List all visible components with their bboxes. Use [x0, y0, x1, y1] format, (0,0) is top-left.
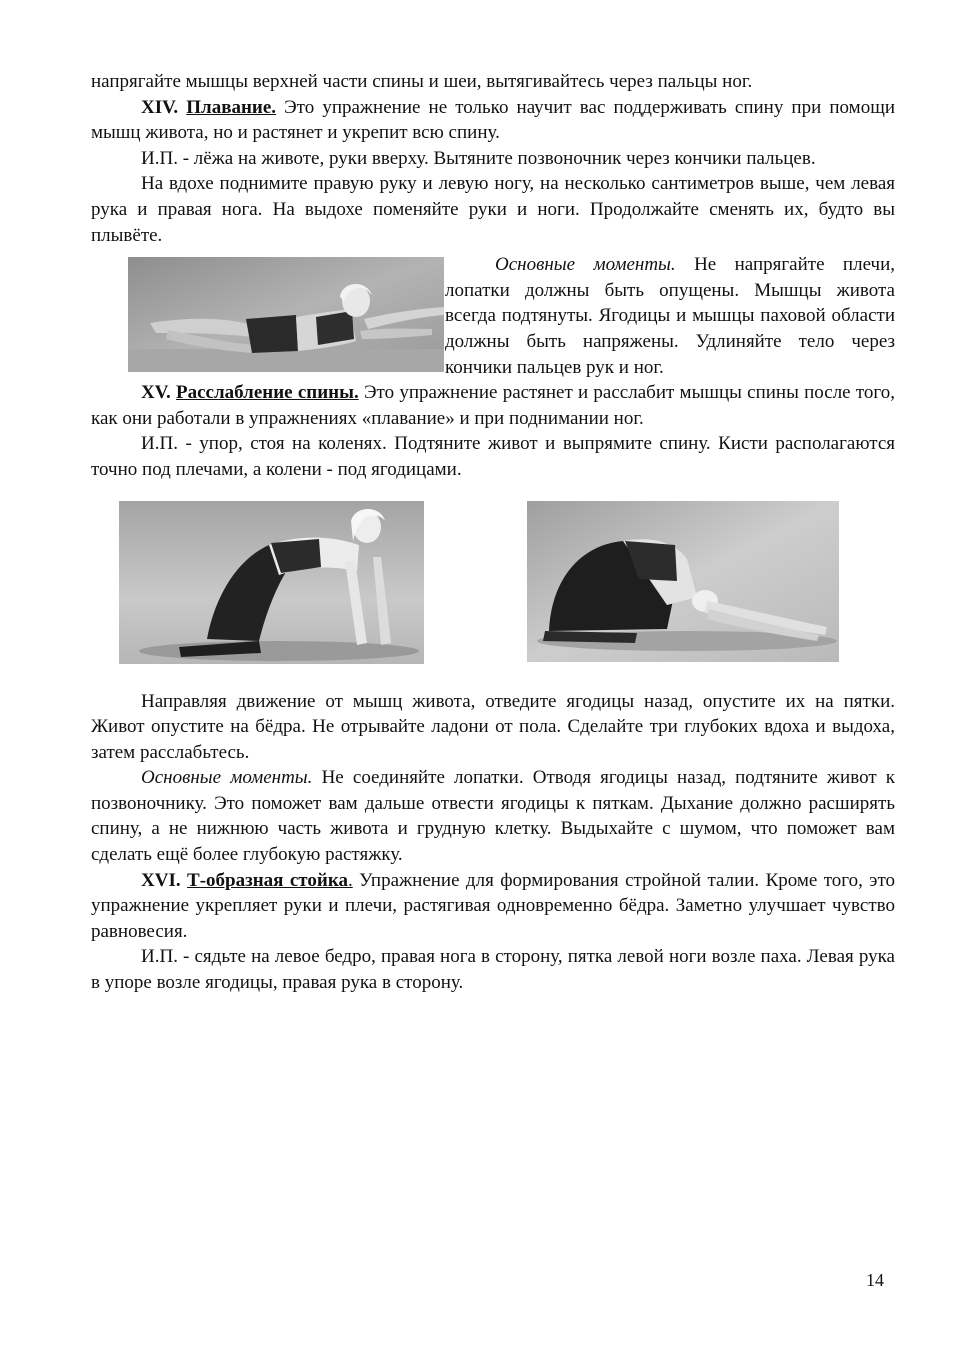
section-16-title-dot: .: [347, 869, 353, 891]
back-relaxation-stretch-photo: [527, 501, 839, 662]
section-14-intro: [91, 95, 895, 146]
section-15-number: XV.: [141, 382, 171, 404]
section-16-intro: [91, 868, 895, 945]
section-15-title: Расслабление спины.: [176, 382, 359, 404]
section-16-title: Т-образная стойка: [187, 869, 348, 891]
section-14-key-points-text: Не напрягайте плечи, лопатки должны быть опущены. Мышцы живота всегда подтянуты. Ягодицы и мышцы паховой области должны быть напряжены. Удлиняйте тело через кончики пальцев рук и ног.: [445, 254, 895, 378]
section-14-title: Плавание.: [186, 96, 277, 118]
section-15-key-points-text: Не соединяйте лопатки. Отводя ягодицы назад, подтяните живот к позвоночнику. Это поможет вам дальше отвести ягодицы к пяткам. Дыхание должно расширять спину, а не нижнюю часть живота и грудную клетку. Выдыхайте с шумом, что поможет вам сделать ещё более глубокую растяжку.: [91, 767, 895, 866]
section-14-intro-text: Это упражнение не только научит вас поддерживать спину при помощи мышц живота, но и растянет и укрепит всю спину.: [91, 96, 896, 144]
section-14-key-points-label: Основные моменты.: [495, 254, 676, 276]
section-15-key-points: [91, 765, 895, 867]
page-body: [91, 69, 895, 996]
paragraph-continuation: напрягайте мышцы верхней части спины и шеи, вытягивайтесь через пальцы ног.: [91, 71, 753, 92]
section-14-breathing: На вдохе поднимите правую руку и левую ногу, на несколько сантиметров выше, чем левая рука и правая нога. На выдохе поменяйте руки и ноги. Продолжайте сменять их, будто вы плывёте.: [91, 173, 895, 246]
section-15-intro: [91, 380, 895, 431]
all-fours-position-photo: [119, 501, 424, 664]
section-16-start-position: И.П. - сядьте на левое бедро, правая нога в сторону, пятка левой ноги возле паха. Левая рука в упоре возле ягодицы, правая рука в сторону.: [91, 946, 895, 994]
section-15-intro-text: Это упражнение растянет и расслабит мышцы спины после того, как они работали в упражнениях «плавание» и при поднимании ног.: [91, 382, 895, 429]
section-16-number: XVI.: [141, 869, 181, 891]
section-15-start-position: И.П. - упор, стоя на коленях. Подтяните живот и выпрямите спину. Кисти располагаются точно под плечами, а колени - под ягодицами.: [91, 433, 895, 480]
page-number: 14: [866, 1270, 884, 1290]
section-15-key-points-label: Основные моменты.: [141, 767, 313, 789]
section-16-intro-text: Упражнение для формирования стройной талии. Кроме того, это упражнение укрепляет руки и плечи, растягивая одновременно бёдра. Заметно улучшает чувство равновесия.: [91, 869, 895, 942]
swimming-exercise-photo: [128, 257, 444, 372]
photo-row: [91, 483, 895, 689]
section-15-movement: Направляя движение от мышц живота, отведите ягодицы назад, опустите их на пятки. Живот опустите на бёдра. Не отрывайте ладони от пола. Сделайте три глубоких вдоха и выдоха, затем расслабьтесь.: [91, 690, 895, 763]
section-14-number: XIV.: [141, 96, 179, 118]
section-14-start-position: И.П. - лёжа на животе, руки вверху. Вытяните позвоночник через кончики пальцев.: [141, 147, 816, 169]
